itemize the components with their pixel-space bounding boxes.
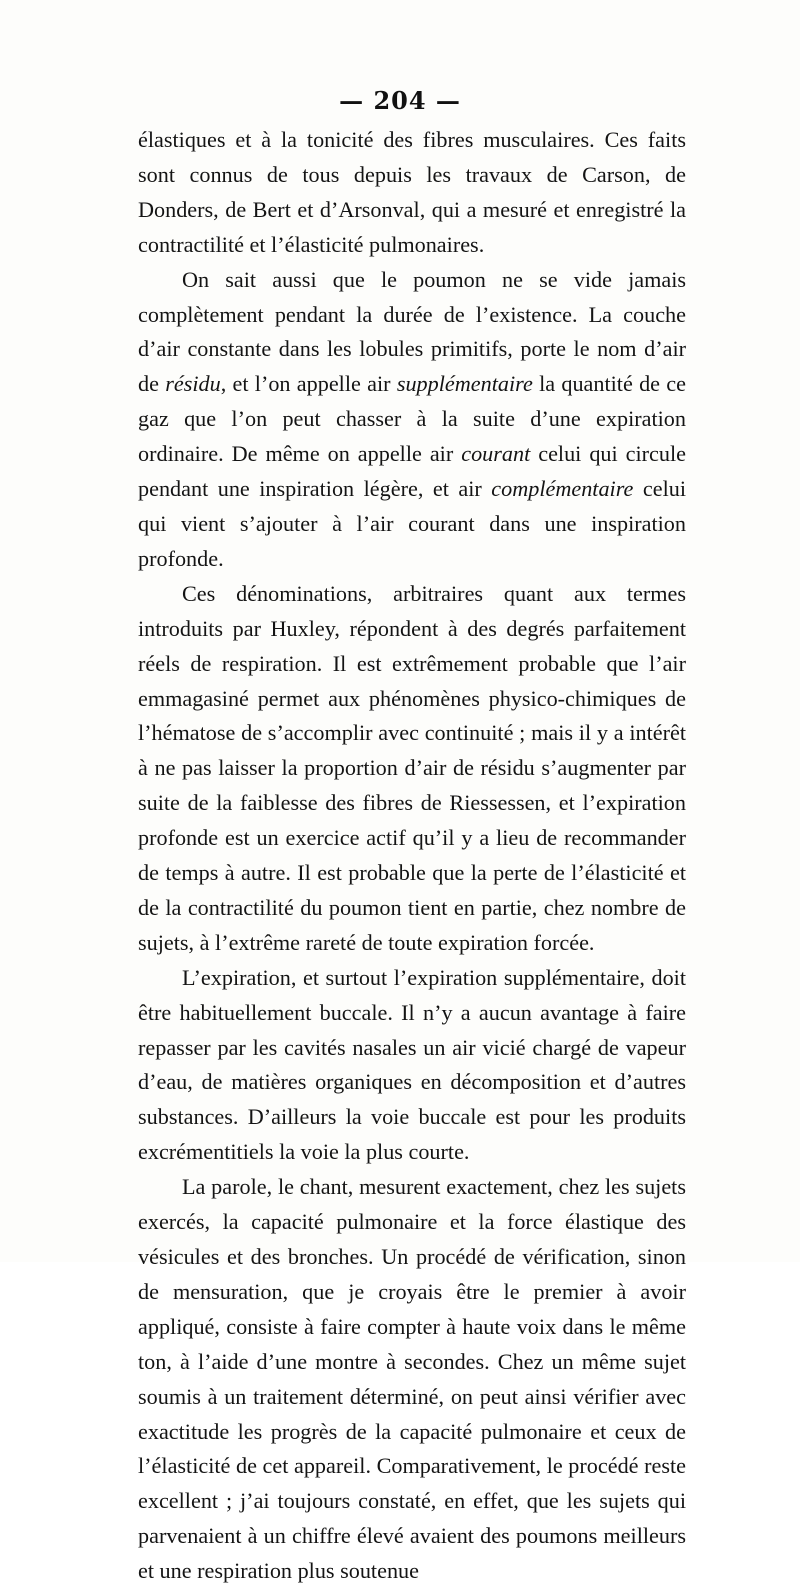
paragraph bbox=[138, 961, 686, 1170]
text-segment: Ces dénominations, arbitraires quant aux termes introduits par Huxley, répondent à des degrés parfaitement réels de respiration. Il est extrêmement probable que l’air emmagasiné permet aux phénomènes physico-chimiques de l’hématose de s’accomplir avec continuité ; mais il y a intérêt à ne pas laisser la proportion d’air de résidu s’augmenter par suite de la faiblesse des fibres de Riessessen, et l’expiration profonde est un exercice actif qu’il y a lieu de recommander de temps à autre. Il est probable que la perte de l’élasticité et de la contractilité du poumon tient en partie, chez nombre de sujets, à l’extrême rareté de toute expiration forcée. bbox=[138, 580, 686, 955]
text-segment: celui qui circule pendant une inspiration légère, et air bbox=[138, 441, 686, 502]
paragraph bbox=[138, 123, 686, 263]
italic-term: complémentaire bbox=[491, 476, 634, 502]
page-number: — 204 — bbox=[339, 86, 461, 115]
italic-term: résidu bbox=[165, 371, 221, 397]
text-segment: On sait aussi que le poumon ne se vide jamais complètement pendant la durée de l’existence. La couche d’air constante dans les lobules primitifs, porte le nom d’air de bbox=[138, 266, 686, 397]
paragraph bbox=[138, 1170, 686, 1589]
text-segment: L’expiration, et surtout l’expiration supplémentaire, doit être habituellement buccale. Il n’y a aucun avantage à faire repasser par les cavités nasales un air vicié chargé de vapeur d’eau, de matières organiques en décomposition et d’autres substances. D’ailleurs la voie buccale est pour les produits excrémentitiels la voie la plus courte. bbox=[138, 964, 686, 1165]
text-segment: celui qui vient s’ajouter à l’air courant dans une inspiration profonde. bbox=[138, 476, 686, 571]
paragraph bbox=[138, 577, 686, 961]
text-segment: , et l’on appelle air bbox=[220, 371, 397, 397]
italic-term: supplémentaire bbox=[396, 371, 533, 397]
italic-term: courant bbox=[461, 441, 531, 467]
body-text bbox=[138, 123, 686, 1589]
text-segment: La parole, le chant, mesurent exactement, chez les sujets exercés, la capacité pulmonaire et la force élastique des vésicules et des bronches. Un procédé de vérification, sinon de mensuration, que je croyais être le premier à avoir appliqué, consiste à faire compter à haute voix dans le même ton, à l’aide d’une montre à secondes. Chez un même sujet soumis à un traitement déterminé, on peut ainsi vérifier avec exactitude les progrès de la capacité pulmonaire et ceux de l’élasticité de cet appareil. Comparativement, le procédé reste excellent ; j’ai toujours constaté, en effet, que les sujets qui parvenaient à un chiffre élevé avaient des poumons meilleurs et une respiration plus soutenue bbox=[138, 1174, 686, 1584]
text-segment: la quantité de ce gaz que l’on peut chasser à la suite d’une expiration ordinaire. De même on appelle air bbox=[138, 371, 686, 467]
paragraph bbox=[138, 263, 686, 577]
text-segment: élastiques et à la tonicité des fibres musculaires. Ces faits sont connus de tous depuis les travaux de Carson, de Donders, de Bert et d’Arsonval, qui a mesuré et enregistré la contractilité et l’élasticité pulmonaires. bbox=[138, 127, 686, 257]
